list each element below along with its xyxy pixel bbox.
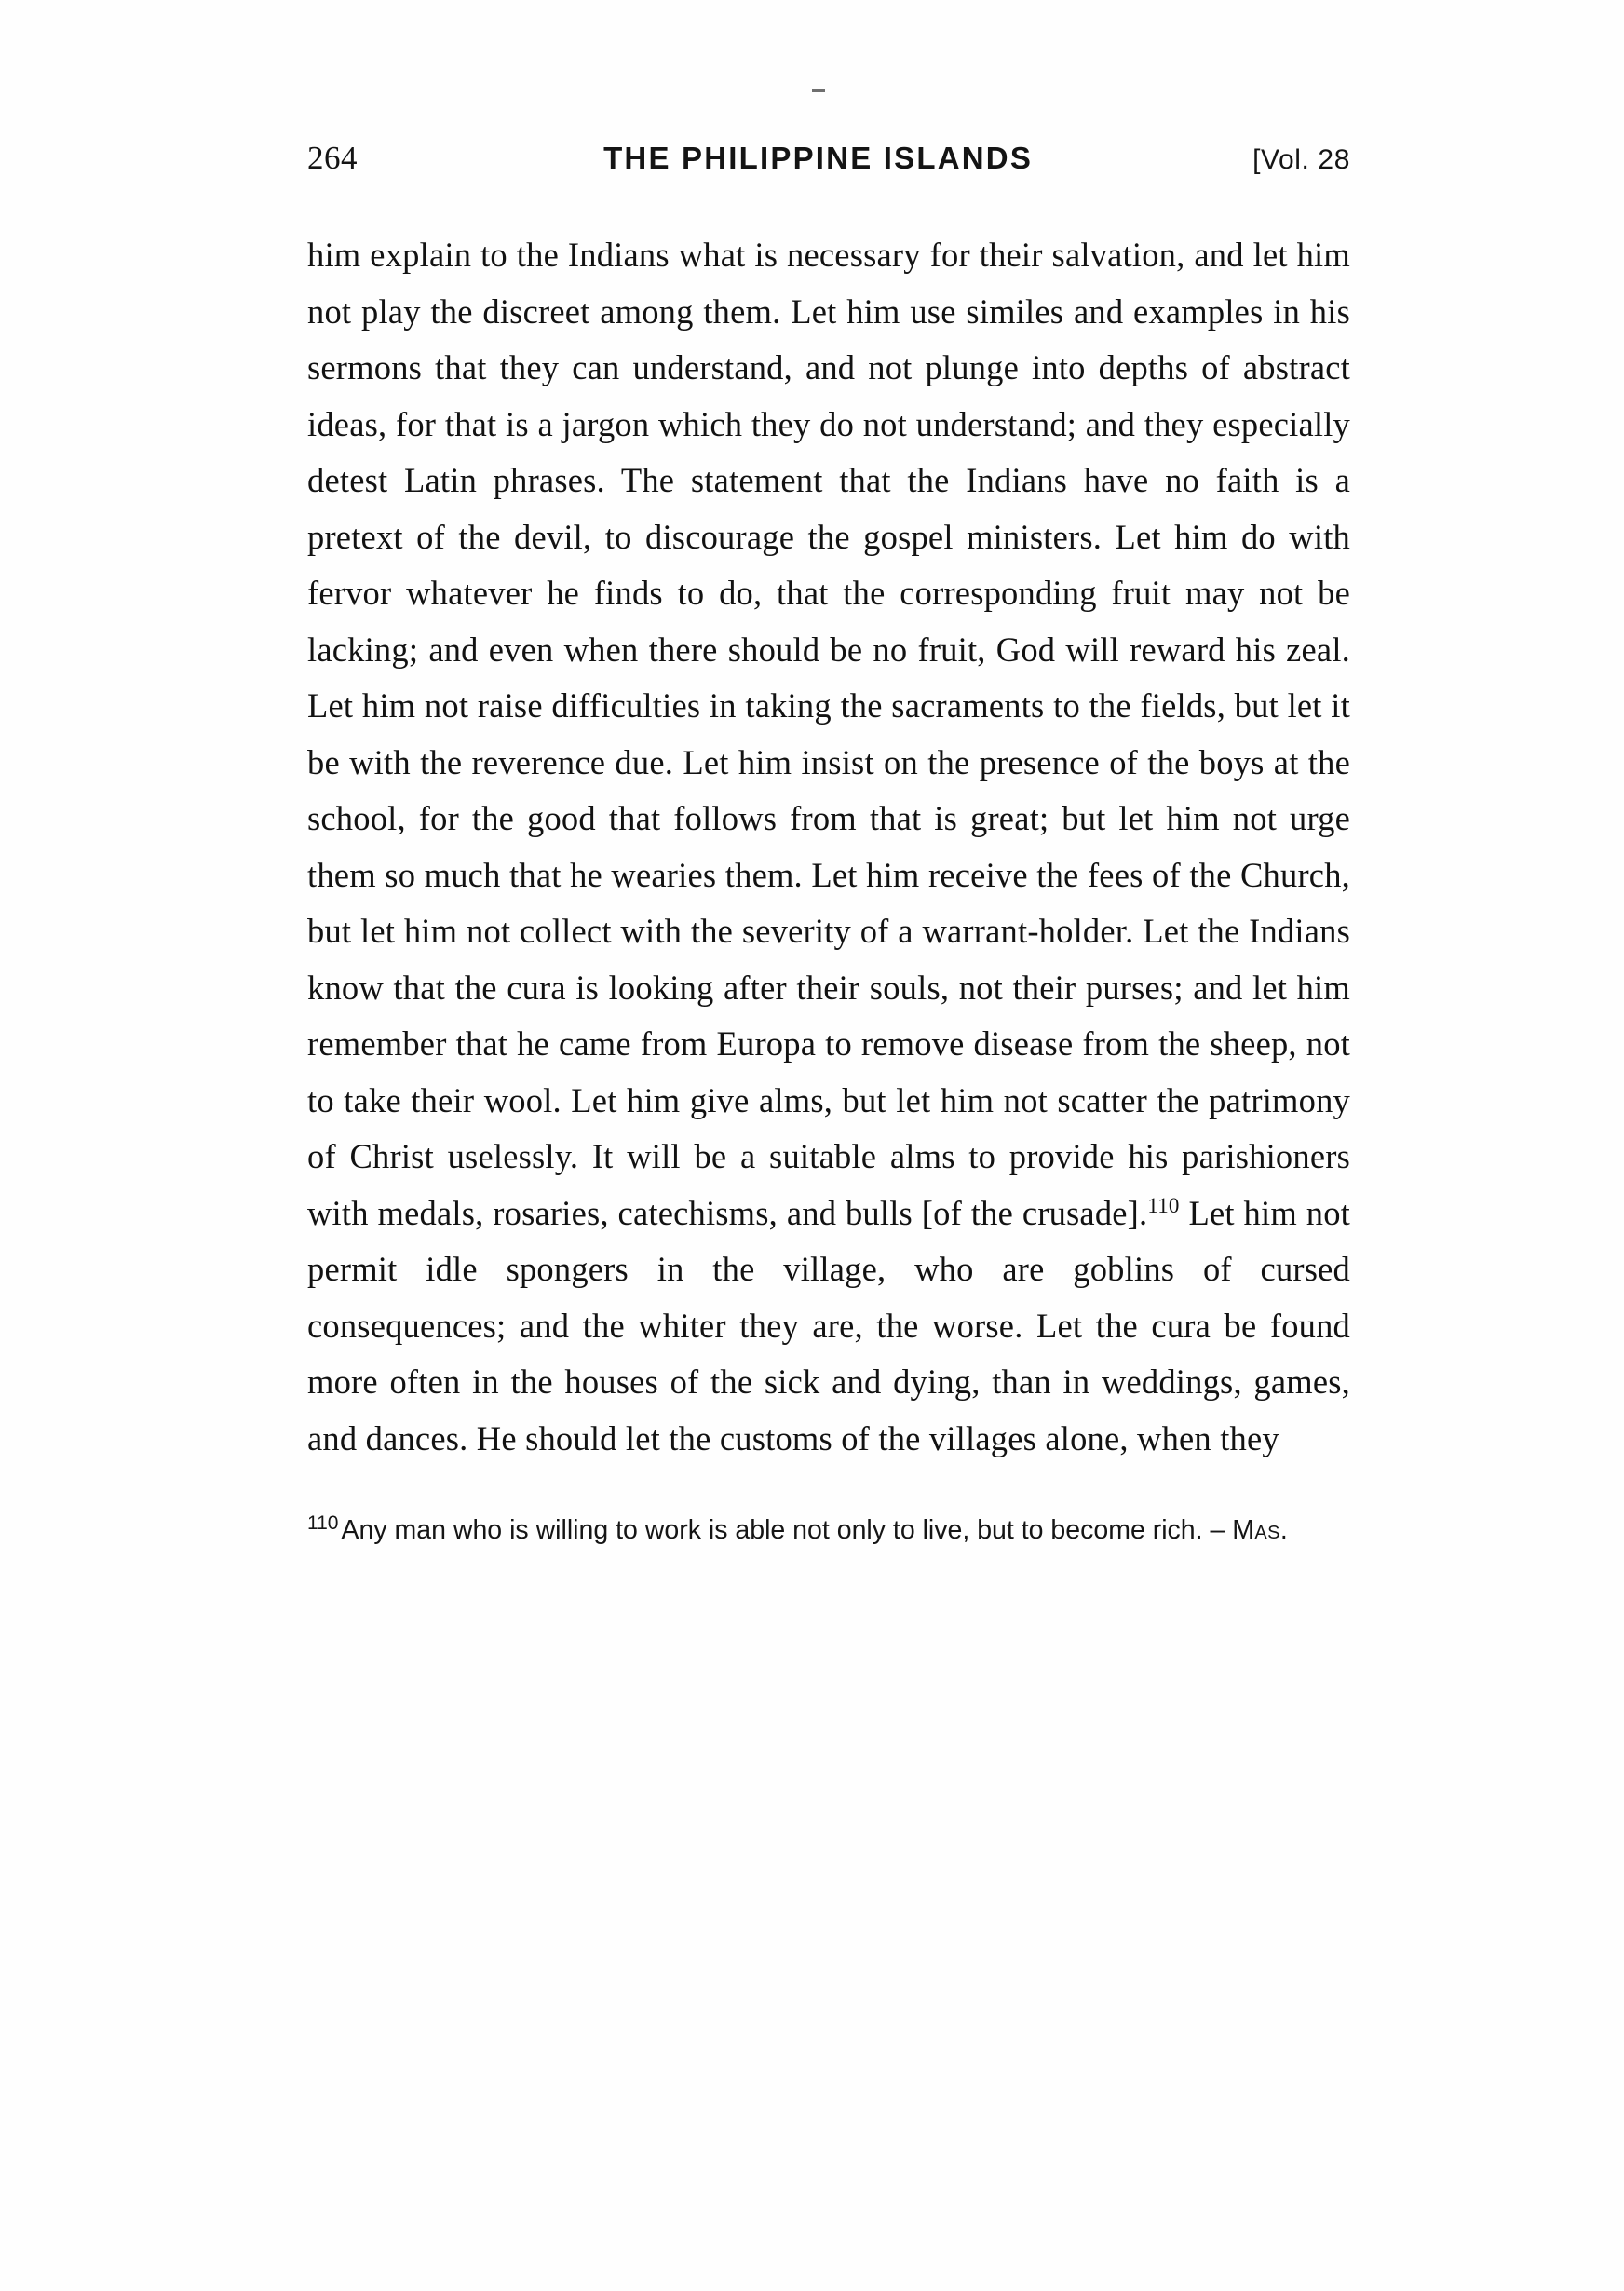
page-number: 264 [307,140,358,176]
footnote-text: Any man who is willing to work is able not only to live, but to become rich. – [341,1515,1233,1545]
running-title: THE PHILIPPINE ISLANDS [603,141,1034,175]
paragraph-part-2: Let him not permit idle spongers in the village, who are goblins of cursed consequences; and the whiter they are, the worse. Let the cura be found more often in the houses of the sick and dying, than in weddings, games, and dances. He should let the customs of the villages alone, when they [307,1193,1350,1457]
body-text [307,227,1350,1467]
volume-label: [Vol. 28 [1252,144,1350,175]
paragraph [307,227,1350,1467]
footnote-number: 110 [307,1512,339,1534]
page-content [307,140,1350,1552]
footnote-attribution: Mas. [1232,1515,1289,1545]
page-tick-mark [812,89,825,92]
paragraph-part-1: him explain to the Indians what is necessary for their salvation, and let him not play the discreet among them. Let him use similes and examples in his sermons that they can understand, and not plunge into depths of abstract ideas, for that is a jargon which they do not understand; and they especially detest Latin phrases. The statement that the Indians have no faith is a pretext of the devil, to discourage the gospel ministers. Let him do with fervor whatever he finds to do, that the corresponding fruit may not be lacking; and even when there should be no fruit, God will reward his zeal. Let him not raise difficulties in taking the sacraments to the fields, but let it be with the reverence due. Let him insist on the presence of the boys at the school, for the good that follows from that is great; but let him not urge them so much that he wearies them. Let him receive the fees of the Church, but let him not collect with the severity of a warrant-holder. Let the Indians know that the cura is looking after their souls, not their purses; and let him remember that he came from Europa to remove disease from the sheep, not to take their wool. Let him give alms, but let him not scatter the patrimony of Christ uselessly. It will be a suitable alms to provide his parishioners with medals, rosaries, catechisms, and bulls [of the crusade]. [307,236,1350,1232]
footnote [307,1510,1336,1552]
page-header [307,140,1350,177]
footnote-reference-marker[interactable]: 110 [1147,1193,1180,1217]
